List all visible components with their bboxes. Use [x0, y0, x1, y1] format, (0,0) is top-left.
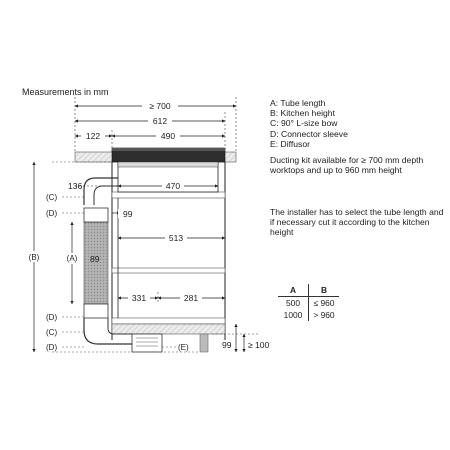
measurements-title: Measurements in mm: [22, 87, 109, 97]
ducting-note: Ducting kit available for ≥ 700 mm depth worktops and up to 960 mm height: [270, 155, 424, 176]
diffusor: [132, 334, 162, 352]
table-cell: > 960: [313, 310, 335, 320]
dim-99-top: 99: [123, 209, 133, 219]
dim-612: 612: [152, 116, 168, 126]
legend-item-e: E: Diffusor: [270, 138, 310, 149]
dim-89: 89: [90, 254, 100, 264]
dim-331: 331: [131, 293, 147, 303]
length-table: [278, 284, 339, 321]
table-row: [278, 309, 339, 321]
legend-item-c: C: 90° L-size bow: [270, 118, 338, 129]
table-header-b: B: [309, 284, 340, 297]
label-b: (B): [28, 253, 40, 262]
dim-513: 513: [168, 233, 184, 243]
dim-490: 490: [160, 131, 176, 141]
dim-99-bottom: 99: [222, 340, 232, 350]
installer-note: The installer has to select the tube length and if necessary cut it according to the kitchen height: [270, 207, 444, 238]
label-a: (A): [66, 254, 78, 263]
table-row: [278, 297, 339, 310]
table-cell: 500: [278, 297, 309, 310]
dim-700: ≥ 700: [149, 101, 171, 111]
label-d-top: (D): [46, 209, 58, 218]
legend-item-d: D: Connector sleeve: [270, 128, 348, 139]
label-d-bottom: (D): [46, 343, 58, 352]
table-cell: ≤ 960: [313, 298, 335, 308]
table-header-a: A: [278, 284, 309, 297]
dim-281: 281: [183, 293, 199, 303]
dim-plinth: ≥ 100: [248, 340, 270, 350]
dim-470: 470: [165, 181, 181, 191]
legend-item-a: A: Tube length: [270, 98, 326, 108]
label-c-top: (C): [46, 193, 58, 202]
label-c-bottom: (C): [46, 328, 58, 337]
legend: [270, 98, 448, 149]
label-d-mid: (D): [46, 313, 58, 322]
table-cell: 1000: [278, 309, 309, 321]
dim-122: 122: [85, 131, 101, 141]
dim-136: 136: [68, 181, 83, 191]
label-e: (E): [178, 343, 189, 352]
legend-item-b: B: Kitchen height: [270, 108, 335, 119]
